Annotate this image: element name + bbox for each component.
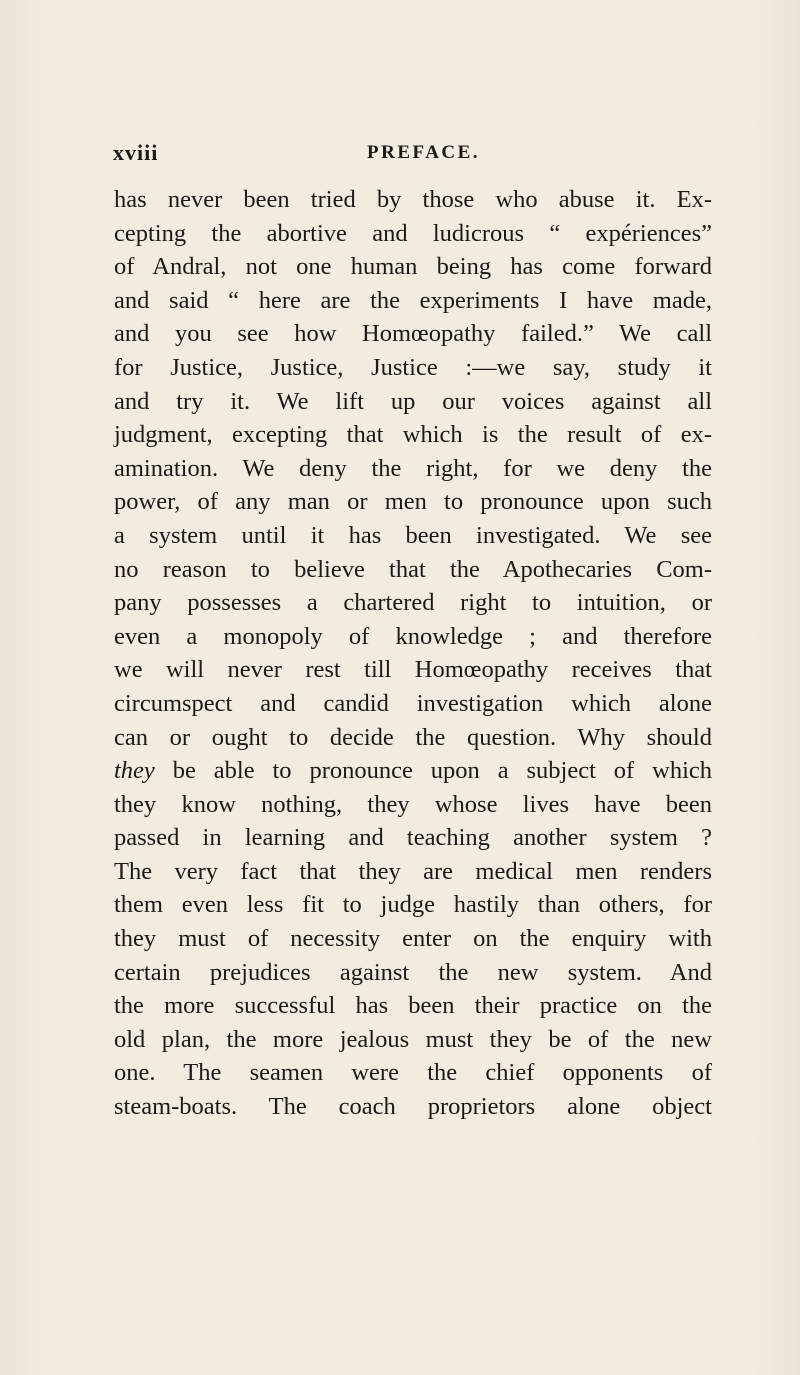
text-line: The very fact that they are medical men renders xyxy=(114,857,712,885)
text-line: we will never rest till Homœopathy receives that xyxy=(114,656,712,684)
text-line: steam-boats. The coach proprietors alone object xyxy=(114,1093,712,1121)
body-text xyxy=(114,183,712,1124)
text-line: and said “ here are the experiments I have made, xyxy=(114,286,712,314)
text-line: power, of any man or men to pronounce upon such xyxy=(114,488,712,516)
running-title: PREFACE. xyxy=(367,142,481,163)
text-line: certain prejudices against the new system. And xyxy=(114,958,712,986)
text-line: one. The seamen were the chief opponents of xyxy=(114,1059,712,1087)
text-line: even a monopoly of knowledge ; and therefore xyxy=(114,622,712,650)
running-head xyxy=(113,140,713,174)
text-line: them even less fit to judge hastily than others, for xyxy=(114,891,712,919)
text-line-rest: be able to pronounce upon a subject of which xyxy=(172,757,713,785)
text-line: circumspect and candid investigation which alone xyxy=(114,689,712,717)
page-number: xviii xyxy=(113,140,159,165)
text-line: the more successful has been their practice on the xyxy=(114,992,712,1020)
text-line: for Justice, Justice, Justice :—we say, study it xyxy=(114,353,712,381)
italic-word: they xyxy=(114,757,155,785)
text-line: pany possesses a chartered right to intuition, or xyxy=(114,589,712,617)
text-line: has never been tried by those who abuse it. Ex- xyxy=(114,186,712,213)
text-line: they know nothing, they whose lives have been xyxy=(114,790,712,818)
text-line-with-italic xyxy=(114,754,712,788)
text-line: judgment, excepting that which is the result of ex- xyxy=(114,421,712,449)
text-line: of Andral, not one human being has come forward xyxy=(114,253,712,281)
text-line: can or ought to decide the question. Why should xyxy=(114,723,712,751)
text-line: no reason to believe that the Apothecaries Com- xyxy=(114,555,712,583)
text-line: a system until it has been investigated. We see xyxy=(114,521,712,549)
text-line: and try it. We lift up our voices against all xyxy=(114,387,712,415)
text-line: old plan, the more jealous must they be of the new xyxy=(114,1025,712,1053)
text-line: passed in learning and teaching another system ? xyxy=(114,824,712,852)
text-line: amination. We deny the right, for we deny the xyxy=(114,454,712,482)
text-line: cepting the abortive and ludicrous “ expériences” xyxy=(114,219,712,247)
text-line: and you see how Homœopathy failed.” We call xyxy=(114,320,712,348)
text-line: they must of necessity enter on the enquiry with xyxy=(114,925,712,953)
